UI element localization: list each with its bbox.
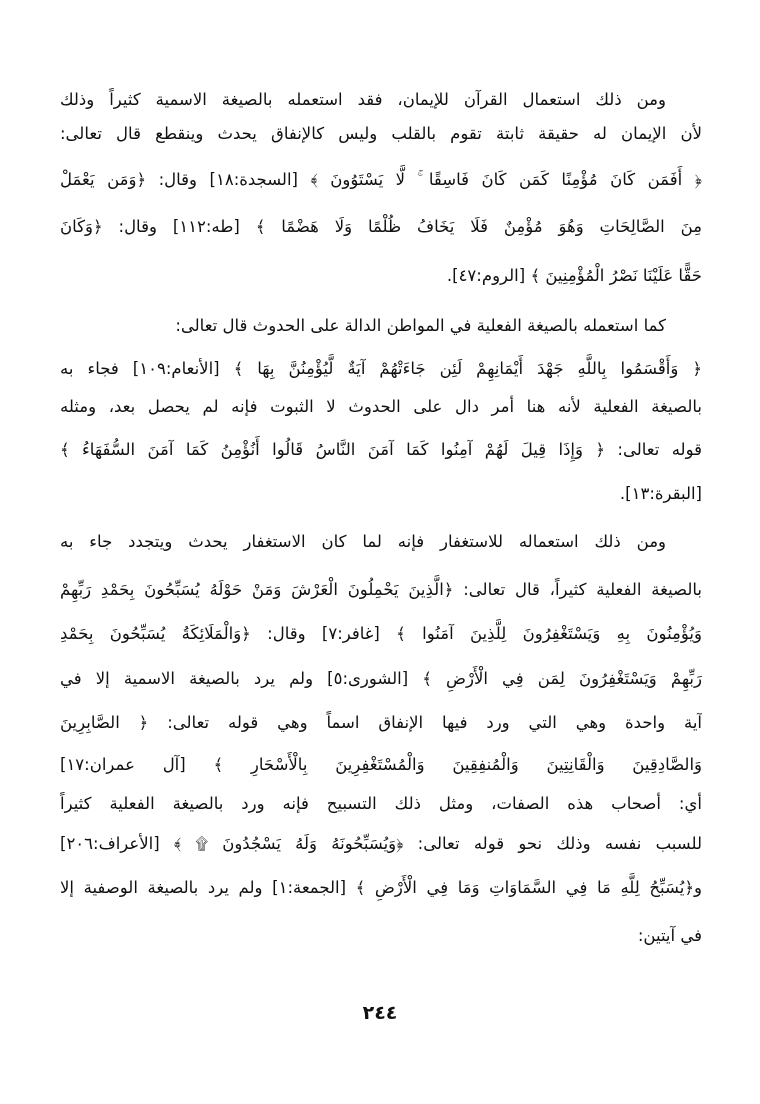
text-line-2: لأن الإيمان له حقيقة ثابتة تقوم بالقلب وليس كالإنفاق يحدث وينقطع قال تعالى: xyxy=(60,124,702,143)
text-line-16: وَالصَّادِقِينَ وَالْقَانِتِينَ وَالْمُنفِقِينَ وَالْمُسْتَغْفِرِينَ بِالْأَسْحَارِ ﴾ [آل عمران:١٧] xyxy=(60,755,702,774)
text-line-1: ومن ذلك استعمال القرآن للإيمان، فقد استعمله بالصيغة الاسمية كثيراً وذلك xyxy=(60,90,666,109)
page-number: ٢٤٤ xyxy=(362,1002,398,1024)
text-line-8: بالصيغة الفعلية لأنه هنا أمر دال على الحدوث لا الثبوت فإنه لم يحصل بعد، ومثله xyxy=(60,397,702,416)
text-line-10: [البقرة:١٣]. xyxy=(619,484,702,503)
text-line-9: قوله تعالى: ﴿ وَإِذَا قِيلَ لَهُمْ آمِنُوا كَمَا آمَنَ النَّاسُ قَالُوا أَنُؤْمِنُ كَمَا آمَنَ السُّفَهَاءُ ﴾ xyxy=(60,440,702,459)
text-line-18: للسبب نفسه وذلك نحو قوله تعالى: ﴿وَيُسَبِّحُونَهُ وَلَهُ يَسْجُدُونَ ۩ ﴾ [الأعراف:٢٠٦] xyxy=(60,834,702,853)
text-line-7: ﴿ وَأَقْسَمُوا بِاللَّهِ جَهْدَ أَيْمَانِهِمْ لَئِن جَاءَتْهُمْ آيَةٌ لَّيُؤْمِنُنَّ بِهَا ﴾ [الأنعام:١٠٩] فجاء به xyxy=(60,359,702,378)
text-line-4: مِنَ الصَّالِحَاتِ وَهُوَ مُؤْمِنٌ فَلَا يَخَافُ ظُلْمًا وَلَا هَضْمًا ﴾ [طه:١١٢] وقال: ﴿وَكَانَ xyxy=(60,217,702,236)
text-line-3: ﴿ أَفَمَن كَانَ مُؤْمِنًا كَمَن كَانَ فَاسِقًا ۚ لَّا يَسْتَوُونَ ﴾ [السجدة:١٨] وقال: ﴿وَمَن يَعْمَلْ xyxy=(60,170,702,189)
text-line-14: رَبِّهِمْ وَيَسْتَغْفِرُونَ لِمَن فِي الْأَرْضِ ﴾ [الشورى:٥] ولم يرد بالصيغة الاسمية إلا في xyxy=(60,669,702,688)
text-line-6: كما استعمله بالصيغة الفعلية في المواطن الدالة على الحدوث قال تعالى: xyxy=(175,316,666,335)
text-line-13: وَيُؤْمِنُونَ بِهِ وَيَسْتَغْفِرُونَ لِلَّذِينَ آمَنُوا ﴾ [غافر:٧] وقال: ﴿وَالْمَلَائِكَةُ يُسَبِّحُونَ بِحَمْدِ xyxy=(60,624,702,643)
text-line-15: آية واحدة وهي التي ورد فيها الإنفاق اسماً وهي قوله تعالى: ﴿ الصَّابِرِينَ xyxy=(60,713,702,732)
text-line-19: و﴿يُسَبِّحُ لِلَّهِ مَا فِي السَّمَاوَاتِ وَمَا فِي الْأَرْضِ ﴾ [الجمعة:١] ولم يرد بالصيغة الوصفية إلا xyxy=(60,878,702,897)
text-line-12: بالصيغة الفعلية كثيراً، قال تعالى: ﴿الَّذِينَ يَحْمِلُونَ الْعَرْشَ وَمَنْ حَوْلَهُ يُسَبِّحُونَ بِحَمْدِ رَبِّهِمْ xyxy=(60,580,702,599)
text-line-20: في آيتين: xyxy=(637,926,702,945)
text-line-17: أي: أصحاب هذه الصفات، ومثل ذلك التسبيح فإنه ورد بالصيغة الفعلية كثيراً xyxy=(60,794,702,813)
text-line-5: حَقًّا عَلَيْنَا نَصْرُ الْمُؤْمِنِينَ ﴾ [الروم:٤٧]. xyxy=(446,266,702,285)
text-line-11: ومن ذلك استعماله للاستغفار فإنه لما كان الاستغفار يحدث ويتجدد جاء به xyxy=(60,532,666,551)
